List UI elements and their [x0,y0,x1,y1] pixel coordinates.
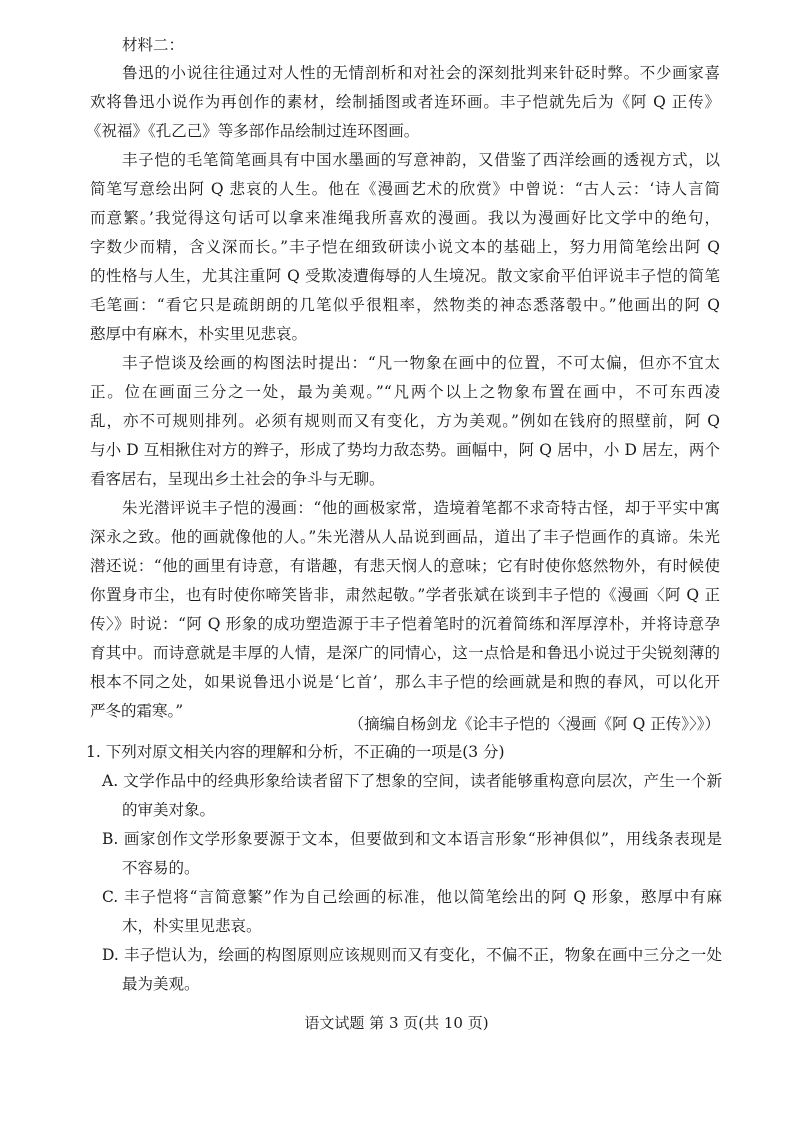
source-citation: （摘编自杨剑龙《论丰子恺的〈漫画《阿 Q 正传》〉》） [348,715,720,733]
paragraph-line: 朱光潜评说丰子恺的漫画：“他的画极家常，造境着笔都不求奇特古怪，却于平实中寓 [122,499,720,517]
paragraph-line: 深永之致。他的画就像他的人。”朱光潜从人品说到画品，道出了丰子恺画作的真谛。朱光 [90,528,720,546]
option-d-cont: 最为美观。 [122,975,200,993]
paragraph-line: 字数少而精，含义深而长。”丰子恺在细致研读小说文本的基础上，努力用简笔绘出阿 Q [90,238,720,256]
paragraph-line: 鲁迅的小说往往通过对人性的无情剖析和对社会的深刻批判来针砭时弊。不少画家喜 [122,64,720,82]
material-header: 材料二： [122,36,185,54]
paragraph-line: 而意繁。’我觉得这句话可以拿来准绳我所喜欢的漫画。我以为漫画好比文学中的绝句， [90,209,720,227]
paragraph-line: 根本不同之处，如果说鲁迅小说是‘匕首’，那么丰子恺的绘画就是和煦的春风，可以化开 [90,673,720,691]
paragraph-line: 正。位在画面三分之一处，最为美观。”“凡两个以上之物象布置在画中，不可东西凌 [90,383,720,401]
option-b: B. 画家创作文学形象要源于文本，但要做到和文本语言形象“形神俱似”，用线条表现是 [102,830,722,848]
paragraph-line: 丰子恺的毛笔简笔画具有中国水墨画的写意神韵，又借鉴了西洋绘画的透视方式，以 [122,151,720,169]
paragraph-line: 乱，亦不可规则排列。必须有规则而又有变化，方为美观。”例如在钱府的照壁前，阿 Q [90,412,720,430]
page-footer: 语文试题 第 3 页(共 10 页) [304,1014,489,1032]
paragraph-line: 简笔写意绘出阿 Q 悲哀的人生。他在《漫画艺术的欣赏》中曾说：“古人云：‘诗人言简 [90,180,720,198]
paragraph-line: 传〉》时说：“阿 Q 形象的成功塑造源于丰子恺着笔时的沉着简练和浑厚淳朴，并将诗意孕 [90,615,720,633]
paragraph-line: 《祝福》《孔乙己》等多部作品绘制过连环图画。 [86,122,420,140]
paragraph-line: 严冬的霜寒。” [90,702,184,720]
paragraph-line: 你置身市尘，也有时使你啼笑皆非，肃然起敬。”学者张斌在谈到丰子恺的《漫画〈阿 Q 正 [90,586,720,604]
paragraph-line: 憨厚中有麻木，朴实里见悲哀。 [90,325,308,343]
option-a-cont: 的审美对象。 [122,801,216,819]
option-d: D. 丰子恺认为，绘画的构图原则应该规则而又有变化，不偏不正，物象在画中三分之一处 [102,946,722,964]
option-b-cont: 不容易的。 [122,859,200,877]
paragraph-line: 与小 D 互相揪住对方的辫子，形成了势均力敌态势。画幅中，阿 Q 居中，小 D 居左，两个 [90,441,720,459]
option-c: C. 丰子恺将“言简意繁”作为自己绘画的标准，他以简笔绘出的阿 Q 形象，憨厚中有麻 [102,888,722,906]
paragraph-line: 欢将鲁迅小说作为再创作的素材，绘制插图或者连环画。丰子恺就先后为《阿 Q 正传》 [90,93,720,111]
option-c-cont: 木，朴实里见悲哀。 [122,917,262,935]
paragraph-line: 潜还说：“他的画里有诗意，有谐趣，有悲天悯人的意味；它有时使你悠然物外，有时候使 [90,557,720,575]
paragraph-line: 丰子恺谈及绘画的构图法时提出：“凡一物象在画中的位置，不可太偏，但亦不宜太 [122,354,720,372]
paragraph-line: 看客居右，呈现出乡土社会的争斗与无聊。 [90,470,385,488]
paragraph-line: 毛笔画：“看它只是疏朗朗的几笔似乎很粗率，然物类的神态悉落彀中。”他画出的阿 Q [90,296,720,314]
paragraph-line: 的性格与人生，尤其注重阿 Q 受欺凌遭侮辱的人生境况。散文家俞平伯评说丰子恺的简笔 [90,267,720,285]
paragraph-line: 育其中。而诗意就是丰厚的人情，是深广的同情心，这一点恰是和鲁迅小说过于尖锐刻薄的 [90,644,720,662]
question-stem: 1. 下列对原文相关内容的理解和分析，不正确的一项是(3 分) [86,743,505,761]
option-a: A. 文学作品中的经典形象给读者留下了想象的空间，读者能够重构意向层次，产生一个新 [102,772,722,790]
